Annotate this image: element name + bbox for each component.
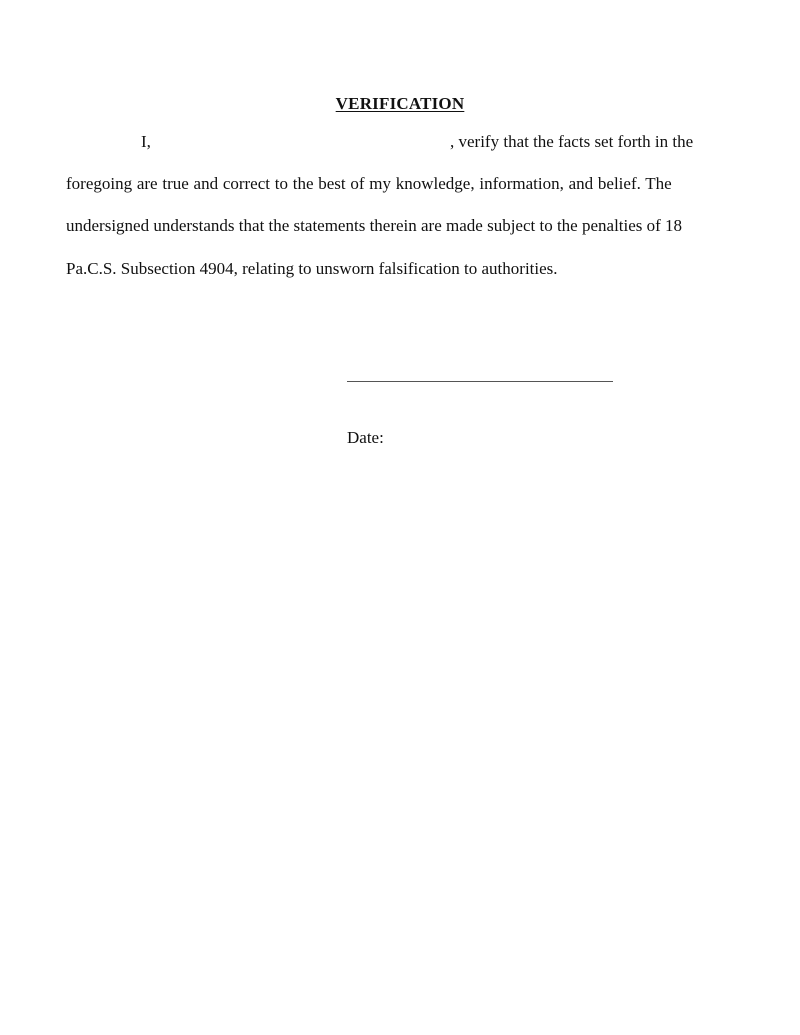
verification-text-line4: Pa.C.S. Subsection 4904, relating to unsworn falsification to authorities. [66, 259, 558, 278]
verification-text-line1-start: I, [141, 132, 151, 151]
verification-text-line1-end: , verify that the facts set forth in the [450, 132, 694, 151]
signature-line [347, 381, 613, 382]
document-title: VERIFICATION [335, 94, 465, 113]
date-label: Date: [347, 428, 384, 447]
verification-text-line3: undersigned understands that the statements therein are made subject to the penalties of 18 [66, 216, 683, 235]
verification-text-line2: foregoing are true and correct to the best of my knowledge, information, and belief. The [66, 174, 672, 193]
